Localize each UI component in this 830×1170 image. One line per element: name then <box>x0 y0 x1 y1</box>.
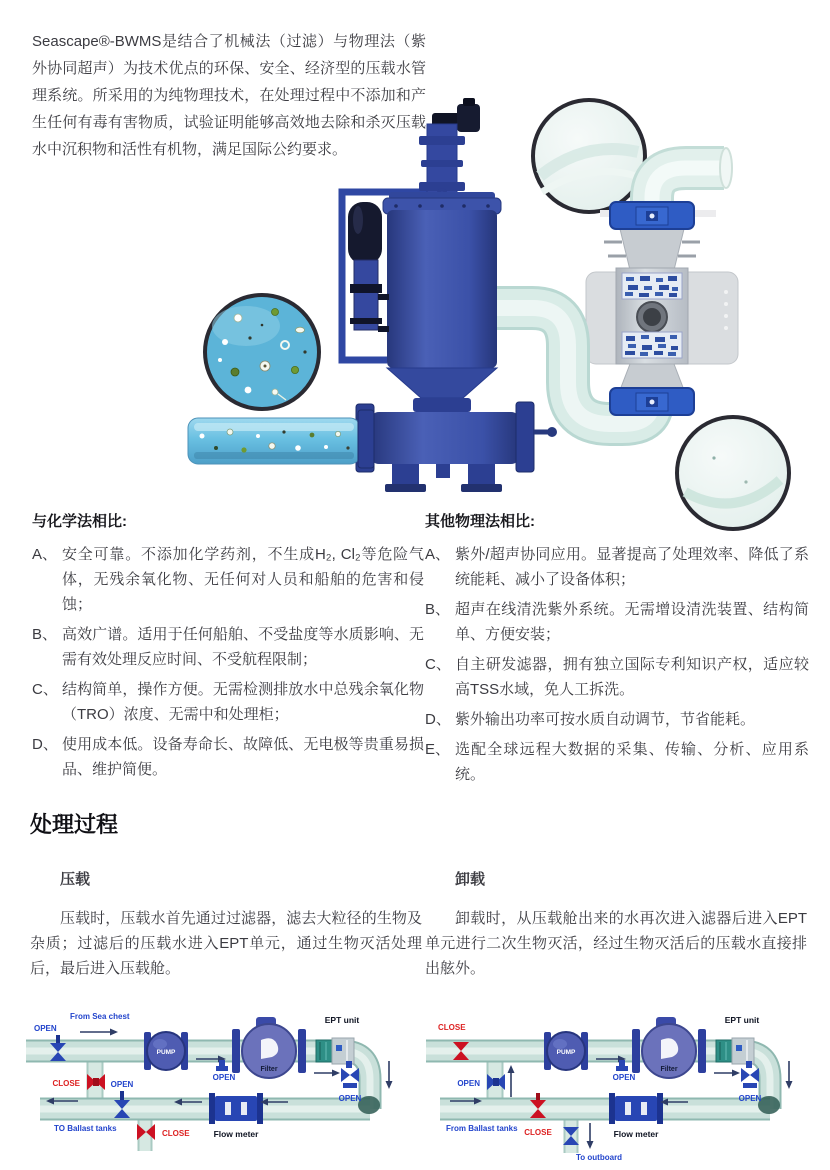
flow-arrow-icon <box>714 1070 740 1077</box>
section-title: 与化学法相比: <box>32 513 127 530</box>
deballast-piping-diagram <box>426 1005 804 1165</box>
ept-clamp-bottom <box>610 388 694 415</box>
open-bottom-label: OPEN <box>110 1080 134 1089</box>
to-ballast-tanks-label: TO Ballast tanks <box>54 1124 117 1133</box>
open-mid-label: OPEN <box>212 1073 236 1082</box>
filter-icon <box>232 1017 306 1078</box>
close-branch-label: CLOSE <box>52 1079 80 1088</box>
flow-meter-icon <box>209 1093 263 1124</box>
accumulator-icon <box>348 202 389 332</box>
open-ept-label: OPEN <box>738 1094 762 1103</box>
list-item: A、 安全可靠。不添加化学药剂，不生成H₂, Cl₂等危险气体，无残余氧化物、无任何对人员和船舶的危害和侵蚀； <box>32 546 424 613</box>
system-illustration <box>180 80 830 542</box>
filter-label: Filter <box>260 1066 278 1073</box>
pipes <box>26 1051 380 1151</box>
deballast-paragraph: 卸载时，从压载舱出来的水再次进入滤器后进入EPT单元进行二次生物灭活，经过生物灭活后的压载水直接排出舷外。 <box>425 910 807 977</box>
organisms-magnifier <box>205 295 319 409</box>
inlet-pipe-organisms <box>188 410 374 468</box>
vessel-body <box>387 210 497 368</box>
deballast-process <box>425 853 807 981</box>
pump-icon <box>144 1032 188 1070</box>
ballast-subtitle: 压载 <box>60 871 91 888</box>
from-sea-chest-label: From Sea chest <box>70 1012 130 1021</box>
pump-icon <box>544 1032 588 1070</box>
section-title: 其他物理法相比: <box>425 513 535 530</box>
from-ballast-tanks-label: From Ballast tanks <box>446 1124 518 1133</box>
ept-speckle-panel-bottom <box>622 332 682 358</box>
section-vs-chemical <box>32 510 424 787</box>
ept-unit-icon <box>316 1038 354 1064</box>
close-drain-label: CLOSE <box>162 1129 190 1138</box>
flow-meter-icon <box>609 1093 663 1124</box>
vs-chemical-list <box>32 542 424 782</box>
flow-arrow-icon <box>386 1061 393 1089</box>
ballast-piping-diagram <box>26 1005 404 1165</box>
clean-water-magnifier-top <box>533 100 645 212</box>
ballast-process <box>30 853 422 981</box>
flow-arrow-icon <box>508 1065 515 1097</box>
list-item: C、 自主研发滤器，拥有独立国际专利知识产权，适应较高TSS水域，免人工拆洗。 <box>425 656 809 698</box>
flow-arrow-icon <box>314 1070 340 1077</box>
to-outboard-label: To outboard <box>576 1153 623 1162</box>
list-item: E、 选配全球远程大数据的采集、传输、分析、应用系统。 <box>425 741 809 783</box>
list-item: D、 使用成本低。设备寿命长、故障低、无电极等贵重易损品、维护简便。 <box>32 736 424 778</box>
deballast-subtitle: 卸载 <box>455 871 486 888</box>
list-item: B、 超声在线清洗紫外系统。无需增设清洗装置、结构简单、方便安装； <box>425 601 809 643</box>
vessel-lower-body <box>370 412 520 464</box>
filter-label: Filter <box>660 1066 678 1073</box>
open-branch-label: OPEN <box>457 1079 480 1088</box>
close-top-label: CLOSE <box>438 1023 466 1032</box>
ept-unit-label: EPT unit <box>724 1015 760 1025</box>
intro-paragraph: Seascape®-BWMS是结合了机械法（过滤）与物理法（紫外协同超声）为技术优点的环保、安全、经济型的压载水管理系统。所采用的为纯物理技术，在处理过程中不添加和产生任何有毒有害物质，试验证明能够高效地去除和杀灭压载水中沉积物和活性有机物，满足国际公约要求。 <box>32 33 426 158</box>
pump-label: PUMP <box>156 1049 176 1056</box>
open-mid-label: OPEN <box>612 1073 636 1082</box>
flow-arrow-icon <box>80 1029 118 1036</box>
pump-label: PUMP <box>556 1049 576 1056</box>
ept-unit-icon <box>716 1038 754 1064</box>
filter-icon <box>632 1017 706 1078</box>
flow-arrow-icon <box>587 1123 594 1149</box>
list-item: C、 结构简单，操作方便。无需检测排放水中总残余氧化物（TRO）浓度、无需中和处理柜； <box>32 681 424 723</box>
flow-meter-label: Flow meter <box>613 1129 659 1139</box>
flow-meter-label: Flow meter <box>213 1129 259 1139</box>
drain-valve-icon <box>547 427 557 437</box>
list-item: B、 高效广谱。适用于任何船舶、不受盐度等水质影响、无需有效处理反应时间、不受航程限制； <box>32 626 424 668</box>
open-ept-label: OPEN <box>338 1094 362 1103</box>
flow-arrow-icon <box>786 1061 793 1089</box>
ept-speckle-panel-top <box>622 273 682 299</box>
list-item: A、 紫外/超声协同应用。显著提高了处理效率、降低了系统能耗、减小了设备体积； <box>425 546 809 588</box>
section-vs-physical <box>425 510 809 792</box>
open-top-label: OPEN <box>34 1024 57 1033</box>
close-bottom-label: CLOSE <box>524 1128 552 1137</box>
ballast-paragraph: 压载时，压载水首先通过过滤器，滤去大粒径的生物及杂质；过滤后的压载水进入EPT单元，通过生物灭活处理后，最后进入压载舱。 <box>30 910 422 977</box>
ept-clamp-top <box>610 202 694 229</box>
vs-physical-list <box>425 542 809 787</box>
list-item: D、 紫外输出功率可按水质自动调节，节省能耗。 <box>425 711 756 728</box>
ept-unit-label: EPT unit <box>324 1015 360 1025</box>
process-title: 处理过程 <box>30 812 119 837</box>
